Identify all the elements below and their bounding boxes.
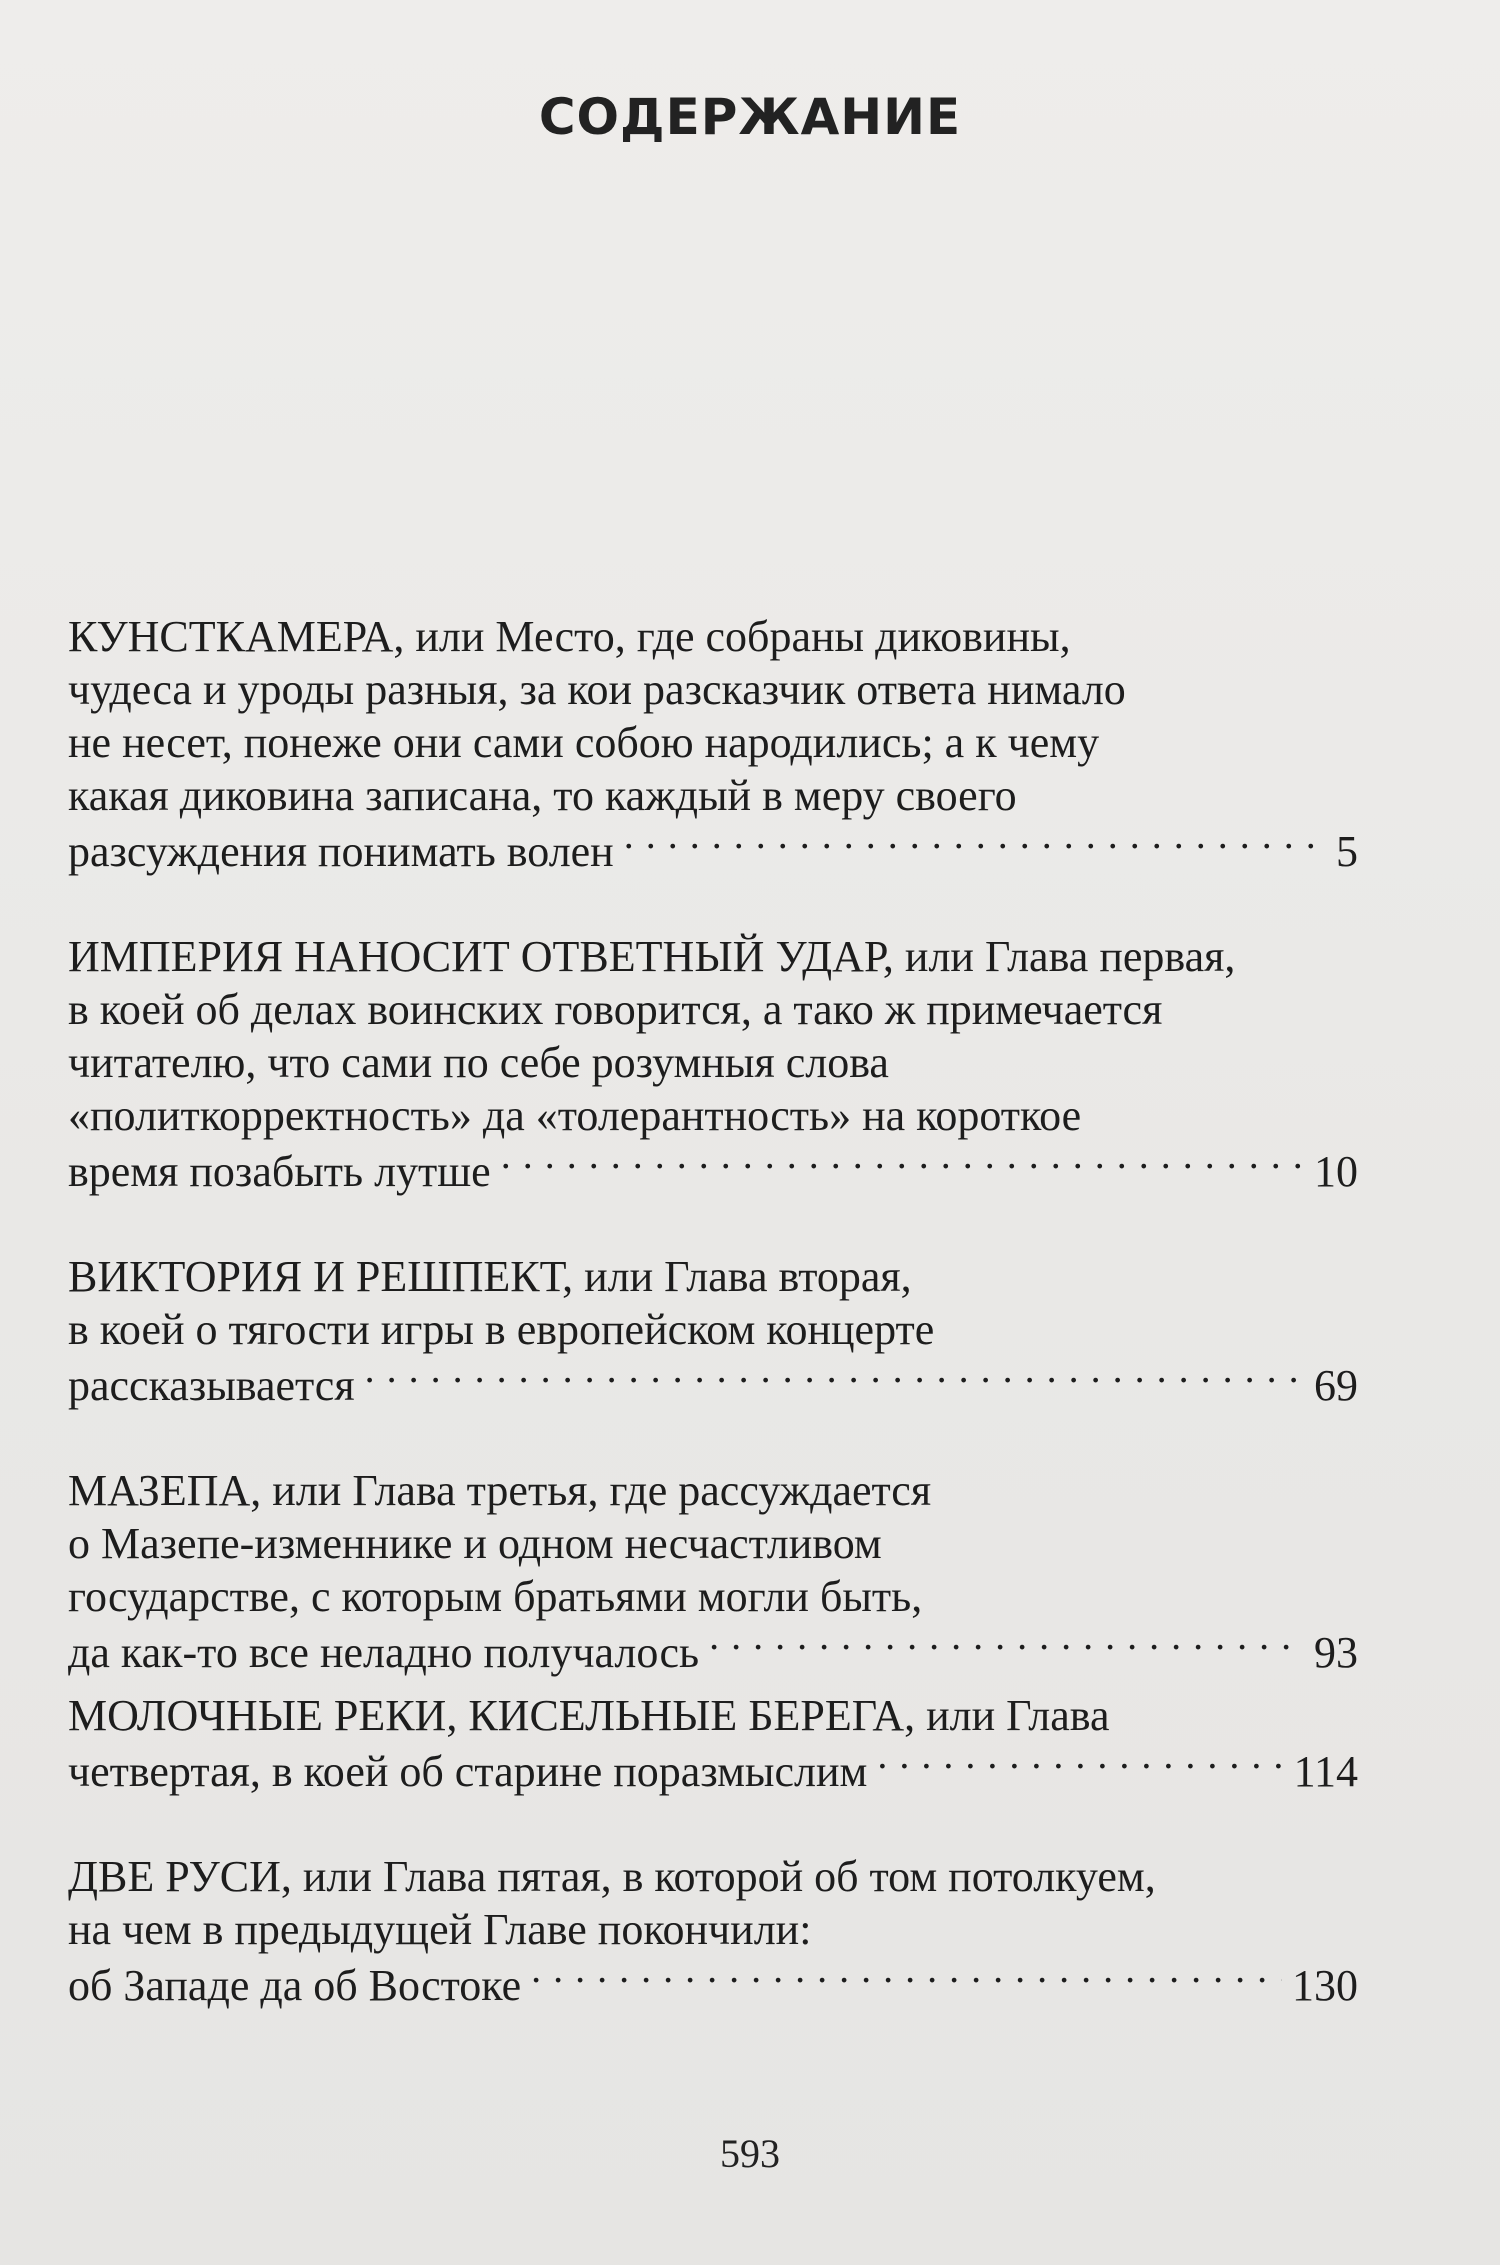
entry-line: не несет, понеже они сами собою народились; а к чему [68,718,1100,767]
page-number: 93 [1314,1628,1358,1677]
toc-entry [68,1850,1358,2012]
dot-leader [365,1356,1304,1400]
dot-leader [531,1956,1282,2000]
page-number: 130 [1292,1961,1358,2010]
entry-line: в коей о тягости игры в европейском концерте [68,1305,935,1354]
toc-entry [68,1250,1358,1412]
entry-line: ВИКТОРИЯ И РЕШПЕКТ, или Глава вторая, [68,1252,912,1301]
entry-line: о Мазепе-изменнике и одном несчастливом [68,1519,882,1568]
entry-line: чудеса и уроды разныя, за кои разсказчик ответа нимало [68,665,1126,714]
dot-leader [877,1742,1283,1786]
entry-line: время позабыть лутше [68,1147,491,1196]
entry-line: ИМПЕРИЯ НАНОСИТ ОТВЕТНЫЙ УДАР, или Глава первая, [68,932,1236,981]
entry-line: разсуждения понимать волен [68,827,614,876]
entry-line: МОЛОЧНЫЕ РЕКИ, КИСЕЛЬНЫЕ БЕРЕГА, или Глава [68,1691,1110,1740]
entry-line: ДВЕ РУСИ, или Глава пятая, в которой об том потолкуем, [68,1852,1156,1901]
entry-line: какая диковина записана, то каждый в меру своего [68,771,1017,820]
entry-line: МАЗЕПА, или Глава третья, где рассуждается [68,1466,932,1515]
toc-entry [68,1464,1358,1679]
entry-line: рассказывается [68,1361,355,1410]
entry-line: об Западе да об Востоке [68,1961,522,2010]
entry-line: «политкорректность» да «толерантность» на короткое [68,1091,1082,1140]
entry-line: КУНСТКАМЕРА, или Место, где собраны диковины, [68,612,1071,661]
page-number: 69 [1314,1361,1358,1410]
dot-leader [709,1623,1304,1667]
toc-entry [68,1689,1358,1798]
page-number: 114 [1293,1747,1358,1796]
entry-line: читателю, что сами по себе розумныя слова [68,1038,889,1087]
page-number: 10 [1314,1147,1358,1196]
table-of-contents [68,610,1358,2012]
entry-line: государстве, с которым братьями могли быть, [68,1572,923,1621]
entry-line: на чем в предыдущей Главе покончили: [68,1905,812,1954]
page-title: СОДЕРЖАНИЕ [538,88,962,146]
entry-line: в коей об делах воинских говорится, а тако ж примечается [68,985,1163,1034]
toc-entry [68,610,1358,878]
dot-leader [624,822,1326,866]
page-number: 5 [1336,827,1358,876]
entry-line: четвертая, в коей об старине поразмыслим [68,1747,868,1796]
folio-page-number: 593 [720,2131,780,2176]
entry-line: да как-то все неладно получалось [68,1628,700,1677]
toc-entry [68,930,1358,1198]
dot-leader [501,1142,1304,1186]
